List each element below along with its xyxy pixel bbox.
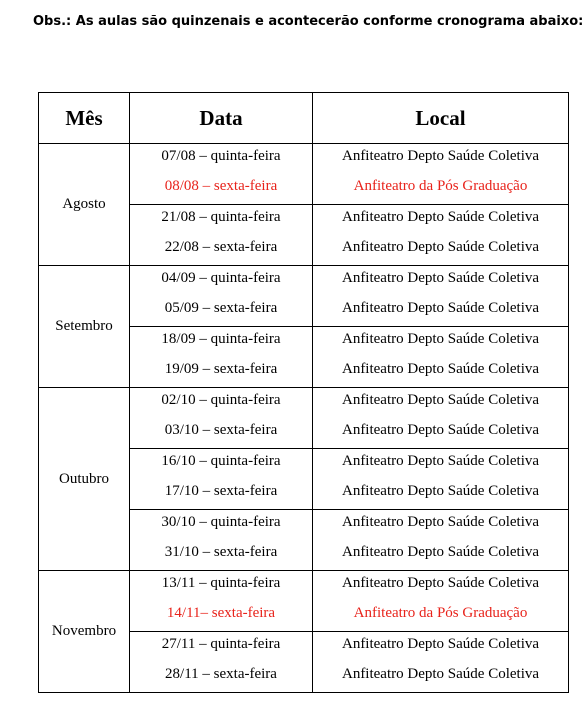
session-date: 07/08 – quinta-feira [161, 148, 281, 164]
session-place: Anfiteatro Depto Saúde Coletiva [341, 483, 540, 499]
session-date: 13/11 – quinta-feira [161, 575, 281, 591]
month-cell: Novembro [39, 571, 130, 693]
session-place: Anfiteatro Depto Saúde Coletiva [341, 148, 540, 164]
session-place: Anfiteatro Depto Saúde Coletiva [341, 270, 540, 286]
session-date: 19/09 – sexta-feira [164, 361, 278, 377]
session-date: 18/09 – quinta-feira [161, 331, 281, 347]
session-date: 28/11 – sexta-feira [165, 666, 277, 682]
month-cell: Setembro [39, 266, 130, 388]
header-date: Data [130, 93, 313, 144]
place-cell [313, 144, 569, 205]
header-month: Mês [39, 93, 130, 144]
schedule-row [39, 266, 569, 327]
session-date: 05/09 – sexta-feira [164, 300, 278, 316]
place-cell [313, 388, 569, 449]
session-date: 03/10 – sexta-feira [164, 422, 278, 438]
session-date: 31/10 – sexta-feira [164, 544, 278, 560]
session-place: Anfiteatro Depto Saúde Coletiva [341, 392, 540, 408]
session-date: 08/08 – sexta-feira [164, 178, 278, 194]
session-date: 16/10 – quinta-feira [161, 453, 281, 469]
date-cell [130, 205, 313, 266]
date-cell [130, 266, 313, 327]
date-cell [130, 388, 313, 449]
month-cell: Agosto [39, 144, 130, 266]
session-place: Anfiteatro Depto Saúde Coletiva [341, 666, 540, 682]
session-place: Anfiteatro Depto Saúde Coletiva [341, 300, 540, 316]
schedule-row [39, 571, 569, 632]
session-date: 17/10 – sexta-feira [164, 483, 278, 499]
date-cell [130, 449, 313, 510]
session-place: Anfiteatro Depto Saúde Coletiva [341, 453, 540, 469]
session-place: Anfiteatro Depto Saúde Coletiva [341, 239, 540, 255]
place-cell [313, 632, 569, 693]
session-place: Anfiteatro Depto Saúde Coletiva [341, 422, 540, 438]
session-date: 21/08 – quinta-feira [161, 209, 281, 225]
session-date: 02/10 – quinta-feira [161, 392, 281, 408]
session-date: 30/10 – quinta-feira [161, 514, 281, 530]
session-place: Anfiteatro Depto Saúde Coletiva [341, 544, 540, 560]
session-place: Anfiteatro Depto Saúde Coletiva [341, 209, 540, 225]
schedule-row [39, 144, 569, 205]
session-date: 22/08 – sexta-feira [164, 239, 278, 255]
schedule-body [39, 144, 569, 693]
session-date: 04/09 – quinta-feira [161, 270, 281, 286]
place-cell [313, 205, 569, 266]
session-place: Anfiteatro da Pós Graduação [353, 178, 528, 194]
date-cell [130, 144, 313, 205]
date-cell [130, 632, 313, 693]
date-cell [130, 327, 313, 388]
session-date: 27/11 – quinta-feira [161, 636, 281, 652]
place-cell [313, 327, 569, 388]
place-cell [313, 266, 569, 327]
schedule-row [39, 388, 569, 449]
session-place: Anfiteatro Depto Saúde Coletiva [341, 514, 540, 530]
date-cell [130, 571, 313, 632]
header-place: Local [313, 93, 569, 144]
place-cell [313, 510, 569, 571]
header-row [39, 93, 569, 144]
session-place: Anfiteatro Depto Saúde Coletiva [341, 636, 540, 652]
place-cell [313, 449, 569, 510]
session-date: 14/11– sexta-feira [166, 605, 276, 621]
schedule-note: Obs.: As aulas são quinzenais e acontecerão conforme cronograma abaixo: [33, 14, 584, 29]
session-place: Anfiteatro Depto Saúde Coletiva [341, 331, 540, 347]
session-place: Anfiteatro Depto Saúde Coletiva [341, 575, 540, 591]
session-place: Anfiteatro da Pós Graduação [353, 605, 528, 621]
place-cell [313, 571, 569, 632]
date-cell [130, 510, 313, 571]
month-cell: Outubro [39, 388, 130, 571]
session-place: Anfiteatro Depto Saúde Coletiva [341, 361, 540, 377]
schedule-table [38, 92, 569, 693]
